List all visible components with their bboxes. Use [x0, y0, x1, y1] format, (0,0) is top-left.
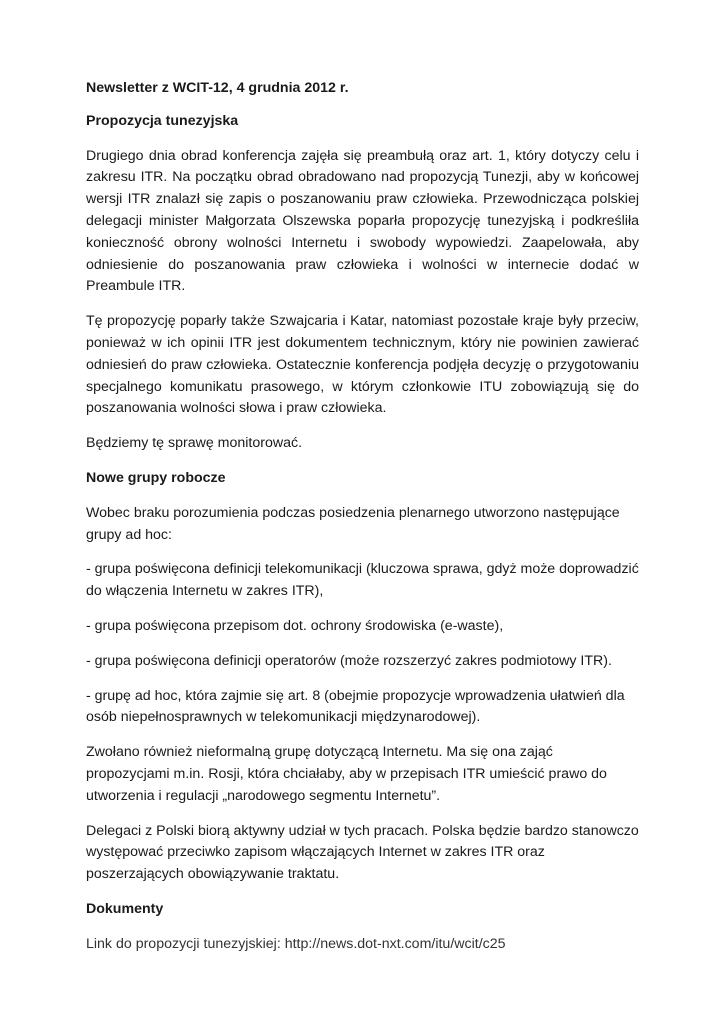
list-item: - grupa poświęcona przepisom dot. ochrony środowiska (e-waste),: [86, 617, 504, 634]
list-item: - grupę ad hoc, która zajmie się art. 8 (obejmie propozycje wprowadzenia ułatwień dla osób niepełnosprawnych w telekomunikacji międzynarodowej).: [86, 687, 625, 726]
section-heading-working-groups: Nowe grupy robocze: [86, 469, 226, 486]
paragraph: Drugiego dnia obrad konferencja zajęła się preambułą oraz art. 1, który dotyczy celu i zakresu ITR. Na początku obrad obradowano nad propozycją Tunezji, aby w końcowej wersji ITR znalazł się zapis o poszanowaniu praw człowieka. Przewodnicząca polskiej delegacji minister Małgorzata Olszewska poparła propozycję tunezyjską i podkreśliła konieczność obrony wolności Internetu i swobody wypowiedzi. Zaapelowała, aby odniesienie do poszanowania praw człowieka i wolności w internecie dodać w Preambule ITR.: [86, 147, 639, 295]
section-heading-tunisian-proposal: Propozycja tunezyjska: [86, 112, 239, 129]
document-page: [86, 78, 639, 969]
document-link[interactable]: Link do propozycji tunezyjskiej: http://news.dot-nxt.com/itu/wcit/c25: [86, 935, 506, 952]
paragraph: Wobec braku porozumienia podczas posiedzenia plenarnego utworzono następujące grupy ad hoc:: [86, 504, 620, 543]
paragraph: Delegaci z Polski biorą aktywny udział w tych pracach. Polska będzie bardzo stanowczo występować przeciwko zapisom włączających Internet w zakres ITR oraz poszerzających obowiązywanie traktatu.: [86, 822, 639, 883]
list-item: - grupa poświęcona definicji operatorów (może rozszerzyć zakres podmiotowy ITR).: [86, 652, 612, 669]
paragraph: Tę propozycję poparły także Szwajcaria i Katar, natomiast pozostałe kraje były przeciw, ponieważ w ich opinii ITR jest dokumentem technicznym, który nie powinien zawierać odniesień do praw człowieka. Ostatecznie konferencja podjęła decyzję o przygotowaniu specjalnego komunikatu prasowego, w którym członkowie ITU zobowiązują się do poszanowania wolności słowa i praw człowieka.: [86, 313, 639, 417]
paragraph: Będziemy tę sprawę monitorować.: [86, 435, 303, 452]
section-heading-documents: Dokumenty: [86, 900, 164, 917]
document-title: Newsletter z WCIT-12, 4 grudnia 2012 r.: [86, 80, 349, 96]
paragraph: Zwołano również nieformalną grupę dotyczącą Internetu. Ma się ona zająć propozycjami m.in. Rosji, która chciałaby, aby w przepisach ITR umieścić prawo do utworzenia i regulacji „narodowego segmentu Internetu”.: [86, 744, 607, 804]
list-item: - grupa poświęcona definicji telekomunikacji (kluczowa sprawa, gdyż może doprowadzić do włączenia Internetu w zakres ITR),: [86, 561, 639, 600]
